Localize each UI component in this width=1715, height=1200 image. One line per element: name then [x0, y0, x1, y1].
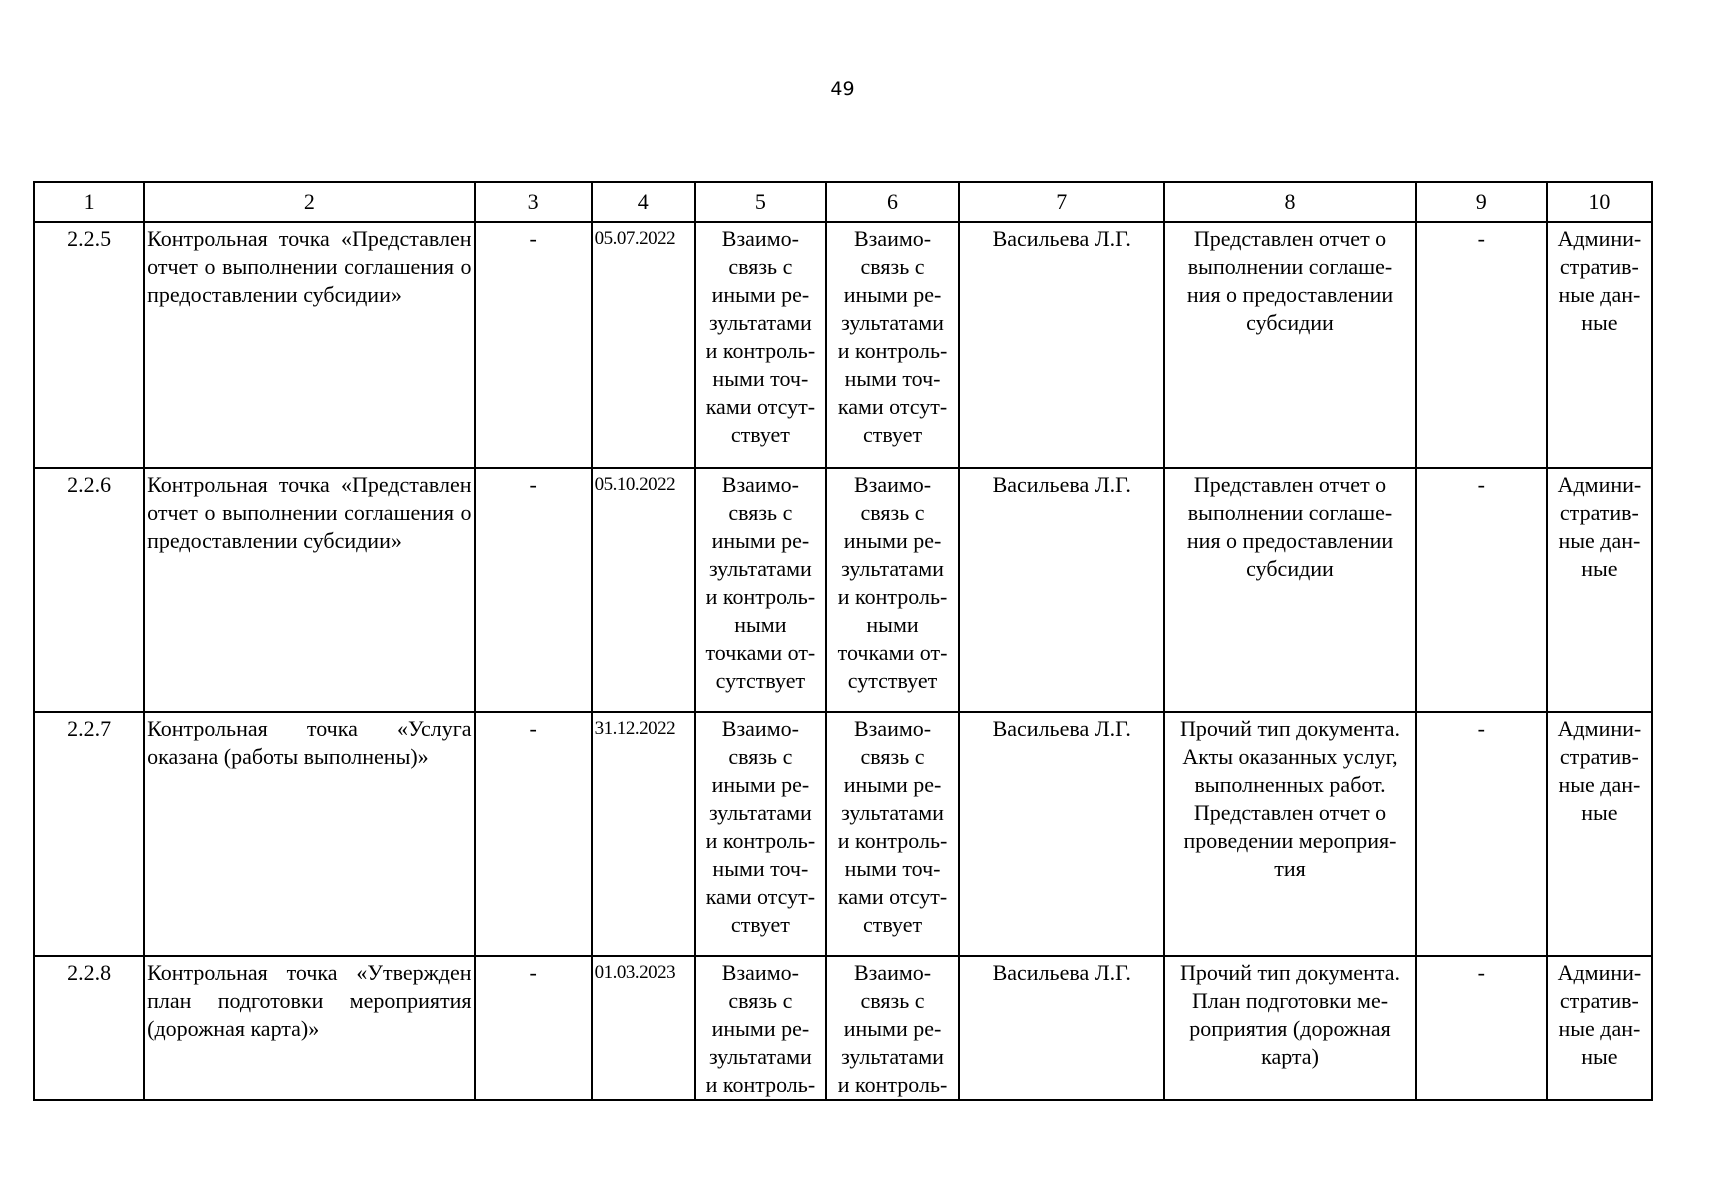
column-5-value: Взаимо- связь с иными ре- зультатами и контроль- ными точ- ками отсут- ствует	[695, 712, 826, 956]
column-3-value: -	[475, 956, 592, 1100]
control-point-name: Контрольная точка «Услуга оказана (работы выполнены)»	[144, 712, 474, 956]
column-6-value: Взаимо- связь с иными ре- зультатами и контроль-	[826, 956, 959, 1100]
header-cell: 10	[1547, 182, 1652, 222]
header-cell: 1	[34, 182, 144, 222]
row-number: 2.2.5	[34, 222, 144, 468]
data-source: Админи- стратив- ные дан- ные	[1547, 222, 1652, 468]
row-number: 2.2.7	[34, 712, 144, 956]
column-6-value: Взаимо- связь с иными ре- зультатами и контроль- ными точ- ками отсут- ствует	[826, 222, 959, 468]
data-source: Админи- стратив- ные дан- ные	[1547, 468, 1652, 712]
document-type: Представлен отчет о выполнении соглаше- ния о предоставлении субсидии	[1164, 468, 1415, 712]
column-5-value: Взаимо- связь с иными ре- зультатами и контроль- ными точ- ками отсут- ствует	[695, 222, 826, 468]
header-cell: 2	[144, 182, 474, 222]
document-type: Представлен отчет о выполнении соглаше- ния о предоставлении субсидии	[1164, 222, 1415, 468]
header-cell: 8	[1164, 182, 1415, 222]
header-row	[34, 182, 1652, 222]
table-row	[34, 222, 1652, 468]
table-row	[34, 712, 1652, 956]
responsible-person: Васильева Л.Г.	[959, 956, 1164, 1100]
row-number: 2.2.8	[34, 956, 144, 1100]
document-type: Прочий тип документа. Акты оказанных услуг, выполненных работ. Представлен отчет о проведении мероприя- тия	[1164, 712, 1415, 956]
control-point-date: 01.03.2023	[592, 956, 695, 1100]
header-cell: 4	[592, 182, 695, 222]
control-point-date: 05.07.2022	[592, 222, 695, 468]
header-cell: 3	[475, 182, 592, 222]
data-source: Админи- стратив- ные дан- ные	[1547, 956, 1652, 1100]
responsible-person: Васильева Л.Г.	[959, 222, 1164, 468]
column-5-value: Взаимо- связь с иными ре- зультатами и контроль- ными точками от- сутствует	[695, 468, 826, 712]
row-number: 2.2.6	[34, 468, 144, 712]
header-cell: 6	[826, 182, 959, 222]
responsible-person: Васильева Л.Г.	[959, 712, 1164, 956]
header-cell: 9	[1416, 182, 1547, 222]
column-6-value: Взаимо- связь с иными ре- зультатами и контроль- ными точками от- сутствует	[826, 468, 959, 712]
table-row	[34, 956, 1652, 1100]
column-6-value: Взаимо- связь с иными ре- зультатами и контроль- ными точ- ками отсут- ствует	[826, 712, 959, 956]
page-number: 49	[830, 78, 855, 100]
column-9-value: -	[1416, 712, 1547, 956]
column-3-value: -	[475, 712, 592, 956]
document-type: Прочий тип документа. План подготовки ме- роприятия (дорожная карта)	[1164, 956, 1415, 1100]
table-row	[34, 468, 1652, 712]
column-9-value: -	[1416, 956, 1547, 1100]
header-cell: 5	[695, 182, 826, 222]
column-3-value: -	[475, 222, 592, 468]
data-source: Админи- стратив- ные дан- ные	[1547, 712, 1652, 956]
column-9-value: -	[1416, 468, 1547, 712]
control-point-name: Контрольная точка «Представлен отчет о выполнении соглашения о предоставлении субсидии»	[144, 222, 474, 468]
column-9-value: -	[1416, 222, 1547, 468]
control-point-name: Контрольная точка «Утвержден план подготовки мероприятия (дорожная карта)»	[144, 956, 474, 1100]
responsible-person: Васильева Л.Г.	[959, 468, 1164, 712]
control-point-date: 05.10.2022	[592, 468, 695, 712]
control-points-table	[33, 181, 1653, 1101]
control-point-name: Контрольная точка «Представлен отчет о выполнении соглашения о предоставлении субсидии»	[144, 468, 474, 712]
control-point-date: 31.12.2022	[592, 712, 695, 956]
column-3-value: -	[475, 468, 592, 712]
header-cell: 7	[959, 182, 1164, 222]
column-5-value: Взаимо- связь с иными ре- зультатами и контроль-	[695, 956, 826, 1100]
